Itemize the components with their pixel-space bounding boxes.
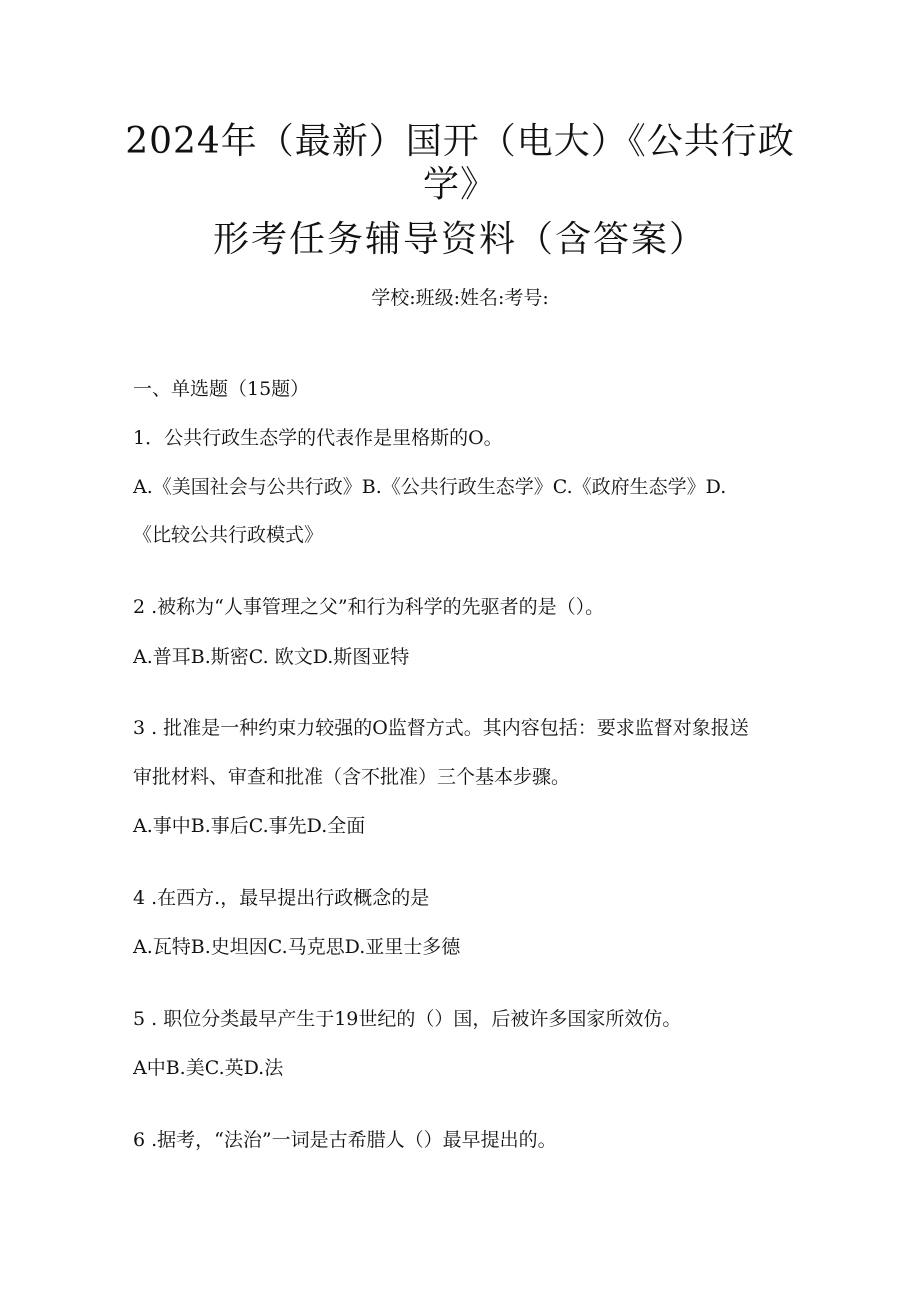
question-1-stem: 1．公共行政生态学的代表作是里格斯的O。 bbox=[133, 427, 503, 449]
question-2-options: A.普耳B.斯密C. 欧文D.斯图亚特 bbox=[133, 646, 410, 668]
question-3-stem-line-2: 审批材料、审查和批准（含不批准）三个基本步骤。 bbox=[133, 766, 571, 788]
question-1-options-line-2: 《比较公共行政模式》 bbox=[133, 524, 324, 546]
question-3-options: A.事中B.事后C.事先D.全面 bbox=[133, 815, 366, 837]
question-5-options: A中B.美C.英D.法 bbox=[133, 1057, 284, 1079]
question-3-stem: 3 . 批准是一种约束力较强的O监督方式。其内容包括：要求监督对象报送 bbox=[133, 717, 749, 739]
question-2-stem: 2 .被称为“人事管理之父”和行为科学的先驱者的是（）。 bbox=[133, 596, 605, 618]
document-title-line-2: 学》 bbox=[422, 164, 497, 205]
question-1-options-line-1: A.《美国社会与公共行政》B.《公共行政生态学》C.《政府生态学》D. bbox=[133, 476, 727, 498]
question-4-stem: 4 .在西方.，最早提出行政概念的是 bbox=[133, 887, 430, 909]
document-title-line-1: 2024年（最新）国开（电大）《公共行政 bbox=[125, 121, 795, 162]
question-6-stem: 6 .据考，“法治”一词是古希腊人（）最早提出的。 bbox=[133, 1129, 557, 1151]
document-title-line-3: 形考任务辅导资料（含答案） bbox=[212, 219, 707, 260]
section-heading: 一、单选题（15题） bbox=[133, 378, 310, 400]
question-4-options: A.瓦特B.史坦因C.马克思D.亚里士多德 bbox=[133, 936, 461, 958]
question-5-stem: 5 . 职位分类最早产生于19世纪的（）国，后被许多国家所效仿。 bbox=[133, 1008, 682, 1030]
student-info-line: 学校:班级:姓名:考号: bbox=[371, 287, 549, 309]
